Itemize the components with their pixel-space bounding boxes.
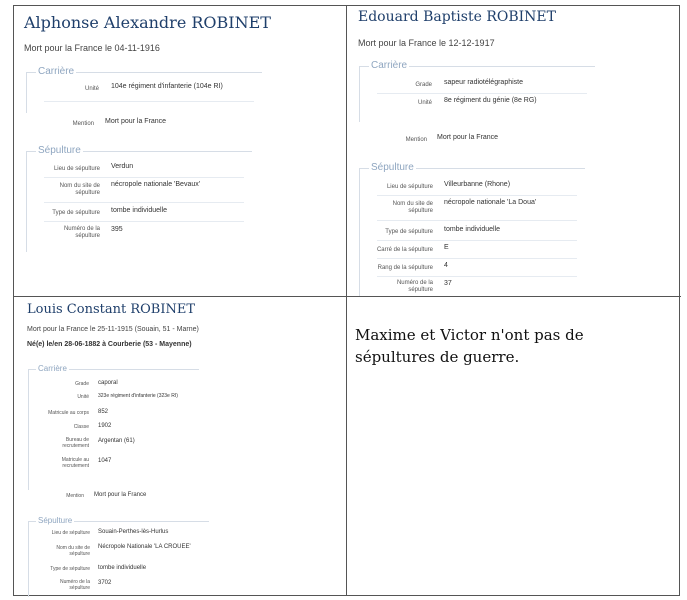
value-grade: caporal xyxy=(98,380,118,386)
row-separator xyxy=(44,202,244,203)
cell-louis xyxy=(14,297,346,597)
label-grade: Grade xyxy=(415,82,432,88)
death-line: Mort pour la France le 04-11-1916 xyxy=(24,43,160,53)
value-type: tombe individuelle xyxy=(98,565,147,571)
row-separator xyxy=(377,220,577,221)
value-lieu: Verdun xyxy=(111,163,134,170)
section-title-carriere: Carrière xyxy=(38,66,75,77)
value-type: tombe individuelle xyxy=(111,207,168,214)
note-text: Maxime et Victor n'ont pas de sépultures de guerre. xyxy=(355,326,584,366)
value-site: nécropole nationale 'Bevaux' xyxy=(111,181,201,188)
row-separator xyxy=(377,93,587,94)
section-title-sepulture: Sépulture xyxy=(38,516,73,525)
value-unite: 104e régiment d'infanterie (104e RI) xyxy=(111,83,223,90)
label-unite: Unité xyxy=(84,86,99,92)
label-unite: Unité xyxy=(77,394,89,400)
value-rang: 4 xyxy=(444,262,448,269)
label-site: Nom du site de sépulture xyxy=(56,545,90,557)
section-title-carriere: Carrière xyxy=(371,60,408,71)
label-unite: Unité xyxy=(417,100,432,106)
row-separator xyxy=(44,101,254,102)
section-title-sepulture: Sépulture xyxy=(371,162,414,173)
row-separator xyxy=(44,221,244,222)
section-title-carriere: Carrière xyxy=(38,364,67,373)
row-separator xyxy=(377,240,577,241)
birth-line: Né(e) le/en 28-06-1882 à Courberie (53 - Mayenne) xyxy=(27,341,192,348)
value-site: nécropole nationale 'La Doua' xyxy=(444,199,537,206)
label-bureau: Bureau de recrutement xyxy=(62,437,89,449)
row-separator xyxy=(44,177,244,178)
value-matricule-recrutement: 1047 xyxy=(98,458,112,464)
value-unite: 323e régiment d'infanterie (323e RI) xyxy=(98,393,178,399)
value-classe: 1902 xyxy=(98,423,112,429)
person-name: Louis Constant ROBINET xyxy=(27,302,195,317)
carriere-box xyxy=(359,66,595,122)
label-site: Nom du site de sépulture xyxy=(59,183,100,196)
value-unite: 8e régiment du génie (8e RG) xyxy=(444,97,537,104)
label-lieu: Lieu de sépulture xyxy=(51,530,90,536)
person-name: Edouard Baptiste ROBINET xyxy=(358,9,556,25)
value-numero: 3702 xyxy=(98,580,112,586)
label-site: Nom du site de sépulture xyxy=(392,201,433,214)
value-type: tombe individuelle xyxy=(444,226,501,233)
person-name: Alphonse Alexandre ROBINET xyxy=(24,13,271,32)
label-mention: Mention xyxy=(405,137,427,143)
label-mention: Mention xyxy=(72,121,94,127)
label-matricule: Matricule au corps xyxy=(48,410,89,416)
label-carre: Carré de la sépulture xyxy=(376,247,433,253)
row-separator xyxy=(377,195,577,196)
label-type: Type de sépulture xyxy=(50,566,90,572)
cell-alphonse xyxy=(14,6,346,296)
value-numero: 37 xyxy=(444,280,452,287)
row-separator xyxy=(377,276,577,277)
label-rang: Rang de la sépulture xyxy=(377,265,433,271)
value-lieu: Villeurbanne (Rhone) xyxy=(444,181,511,188)
label-type: Type de sépulture xyxy=(385,229,433,235)
death-line: Mort pour la France le 12-12-1917 xyxy=(358,38,495,48)
value-mention: Mort pour la France xyxy=(94,492,147,498)
value-numero: 395 xyxy=(111,226,123,233)
value-site: Nécropole Nationale 'LA CROUEE' xyxy=(98,544,191,550)
row-separator xyxy=(377,258,577,259)
label-matricule-recrutement: Matricule au recrutement xyxy=(61,457,89,469)
value-matricule: 852 xyxy=(98,409,109,415)
cell-note xyxy=(347,297,681,597)
label-lieu: Lieu de sépulture xyxy=(53,166,100,172)
label-numero: Numéro de la sépulture xyxy=(396,280,433,293)
label-numero: Numéro de la sépulture xyxy=(63,226,100,239)
document-table xyxy=(13,5,680,596)
label-mention: Mention xyxy=(66,493,84,499)
value-mention: Mort pour la France xyxy=(105,118,167,125)
label-lieu: Lieu de sépulture xyxy=(386,184,433,190)
value-carre: E xyxy=(444,244,449,251)
death-line: Mort pour la France le 25-11-1915 (Souain, 51 - Marne) xyxy=(27,326,199,333)
value-mention: Mort pour la France xyxy=(437,134,499,141)
section-title-sepulture: Sépulture xyxy=(38,145,81,156)
value-grade: sapeur radiotélégraphiste xyxy=(444,79,523,86)
value-lieu: Souain-Perthes-lès-Hurlus xyxy=(98,529,169,535)
label-classe: Classe xyxy=(73,424,89,430)
label-type: Type de sépulture xyxy=(52,210,100,216)
label-numero: Numéro de la sépulture xyxy=(59,579,90,591)
label-grade: Grade xyxy=(75,381,89,387)
value-bureau: Argentan (61) xyxy=(98,438,135,444)
cell-edouard xyxy=(347,6,681,296)
